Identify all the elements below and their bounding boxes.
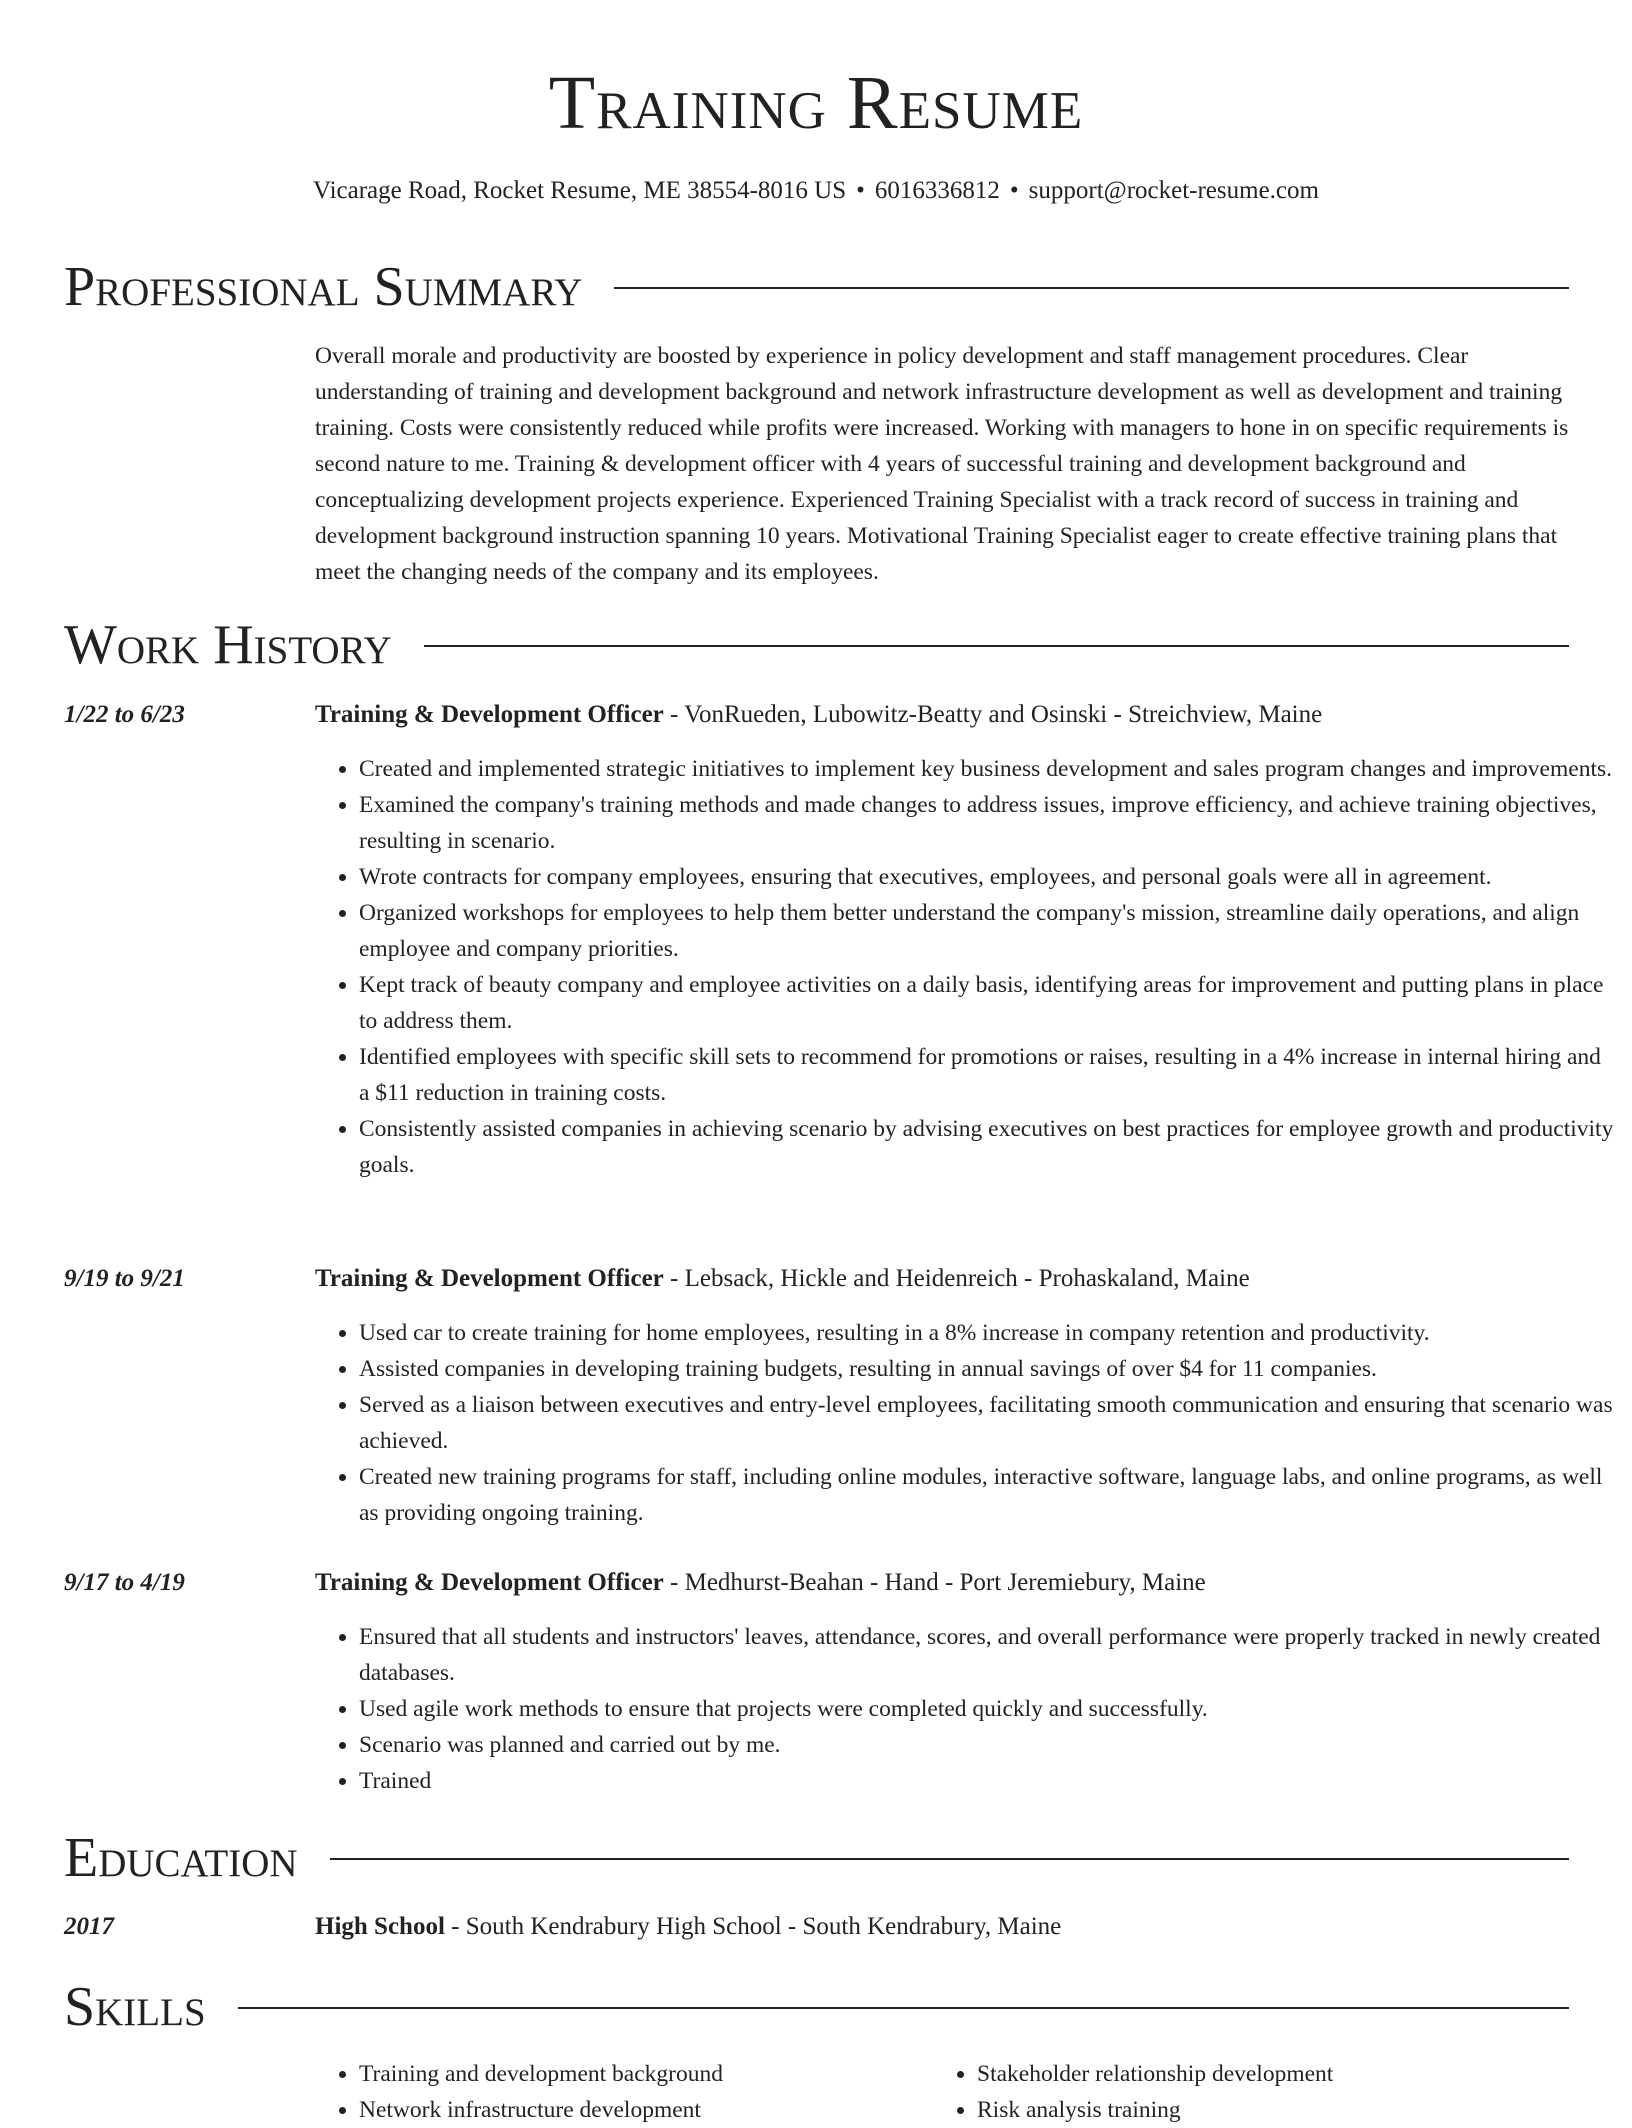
contact-phone: 6016336812 <box>874 177 1000 204</box>
section-divider <box>238 2007 1569 2009</box>
job-bullets <box>315 1315 1614 1531</box>
skill-item: • Network infrastructure development <box>359 2092 933 2128</box>
job-bullets <box>315 751 1614 1183</box>
job-bullet: • Organized workshops for employees to help them better understand the company's mission, streamline daily operations, and align employee and company priorities. <box>359 895 1614 967</box>
job-bullet: • Served as a liaison between executives and entry-level employees, facilitating smooth communication and ensuring that scenario was achieved. <box>359 1387 1614 1459</box>
job-title-line <box>315 697 1570 733</box>
job-bullet: • Consistently assisted companies in achieving scenario by advising executives on best practices for employee growth and productivity goals. <box>359 1111 1614 1183</box>
contact-address: Vicarage Road, Rocket Resume, ME 38554-8016 US <box>313 177 847 204</box>
job-bullet: • Assisted companies in developing training budgets, resulting in annual savings of over $4 for 11 companies. <box>359 1351 1614 1387</box>
job-title: Training & Development Officer <box>315 1569 664 1596</box>
skills-column-right <box>933 2056 1551 2128</box>
job-title: Training & Development Officer <box>315 1265 664 1292</box>
summary-text: Overall morale and productivity are boosted by experience in policy development and staff management procedures. Clear understanding of training and development background and network infrastructure development as well as development and training training. Costs were consistently reduced while profits were increased. Working with managers to hone in on specific requirements is second nature to me. Training & development officer with 4 years of successful training and development background and conceptualizing development projects experience. Experienced Training Specialist with a track record of success in training and development background instruction spanning 10 years. Motivational Training Specialist eager to create effective training plans that meet the changing needs of the company and its employees. <box>315 343 1569 585</box>
section-divider <box>330 1858 1569 1860</box>
contact-line <box>0 173 1632 209</box>
job-dates: 9/17 to 4/19 <box>64 1569 185 1596</box>
job-bullet: • Scenario was planned and carried out by me. <box>359 1727 1614 1763</box>
job-bullet: • Examined the company's training methods and made changes to address issues, improve efficiency, and achieve training objectives, resulting in scenario. <box>359 787 1614 859</box>
job-bullet: • Trained <box>359 1763 1614 1799</box>
job-dates: 9/19 to 9/21 <box>64 1265 185 1292</box>
job-title: Training & Development Officer <box>315 701 664 728</box>
job-details: - Medhurst-Beahan - Hand - Port Jeremiebury, Maine <box>663 1569 1206 1596</box>
job-title-line <box>315 1261 1570 1297</box>
job-bullet: • Used car to create training for home employees, resulting in a 8% increase in company retention and productivity. <box>359 1315 1614 1351</box>
contact-separator: • <box>856 177 865 204</box>
work-section-header <box>64 610 1569 680</box>
job-details: - VonRueden, Lubowitz-Beatty and Osinski - Streichview, Maine <box>663 701 1323 728</box>
skills-column-left <box>315 2056 933 2128</box>
skill-item: • Stakeholder relationship development <box>977 2056 1551 2092</box>
section-divider <box>614 287 1569 289</box>
job-bullet: • Wrote contracts for company employees, ensuring that executives, employees, and personal goals were all in agreement. <box>359 859 1614 895</box>
contact-email: support@rocket-resume.com <box>1028 177 1319 204</box>
job-bullet: • Identified employees with specific skill sets to recommend for promotions or raises, resulting in a 4% increase in internal hiring and a $11 reduction in training costs. <box>359 1039 1614 1111</box>
education-section-header <box>64 1823 1569 1893</box>
job-bullets <box>315 1619 1614 1799</box>
education-line <box>315 1909 1570 1945</box>
contact-separator: • <box>1009 177 1019 204</box>
job-bullet: • Kept track of beauty company and employee activities on a daily basis, identifying areas for improvement and putting plans in place to address them. <box>359 967 1614 1039</box>
job-bullet: • Used agile work methods to ensure that projects were completed quickly and successfully. <box>359 1691 1614 1727</box>
education-heading: Education <box>64 1827 298 1889</box>
job-dates: 1/22 to 6/23 <box>64 701 185 728</box>
job-title-line <box>315 1565 1570 1601</box>
skill-item: • Risk analysis training <box>977 2092 1551 2128</box>
summary-heading: Professional Summary <box>64 256 583 318</box>
section-divider <box>424 645 1569 647</box>
job-bullet: • Ensured that all students and instructors' leaves, attendance, scores, and overall performance were properly tracked in newly created databases. <box>359 1619 1614 1691</box>
education-details: - South Kendrabury High School - South Kendrabury, Maine <box>444 1913 1062 1940</box>
summary-section-header <box>64 252 1569 322</box>
job-bullet: • Created and implemented strategic initiatives to implement key business development and sales program changes and improvements. <box>359 751 1614 787</box>
skill-item: • Training and development background <box>359 2056 933 2092</box>
skills-heading: Skills <box>64 1976 206 2038</box>
resume-name: Training Resume <box>548 61 1084 145</box>
education-degree: High School <box>315 1913 445 1940</box>
work-heading: Work History <box>64 614 392 676</box>
skills-list <box>315 2056 1570 2128</box>
job-details: - Lebsack, Hickle and Heidenreich - Prohaskaland, Maine <box>663 1265 1250 1292</box>
job-bullet: • Created new training programs for staff, including online modules, interactive software, language labs, and online programs, as well as providing ongoing training. <box>359 1459 1614 1531</box>
skills-section-header <box>64 1972 1569 2042</box>
education-year: 2017 <box>64 1913 114 1940</box>
